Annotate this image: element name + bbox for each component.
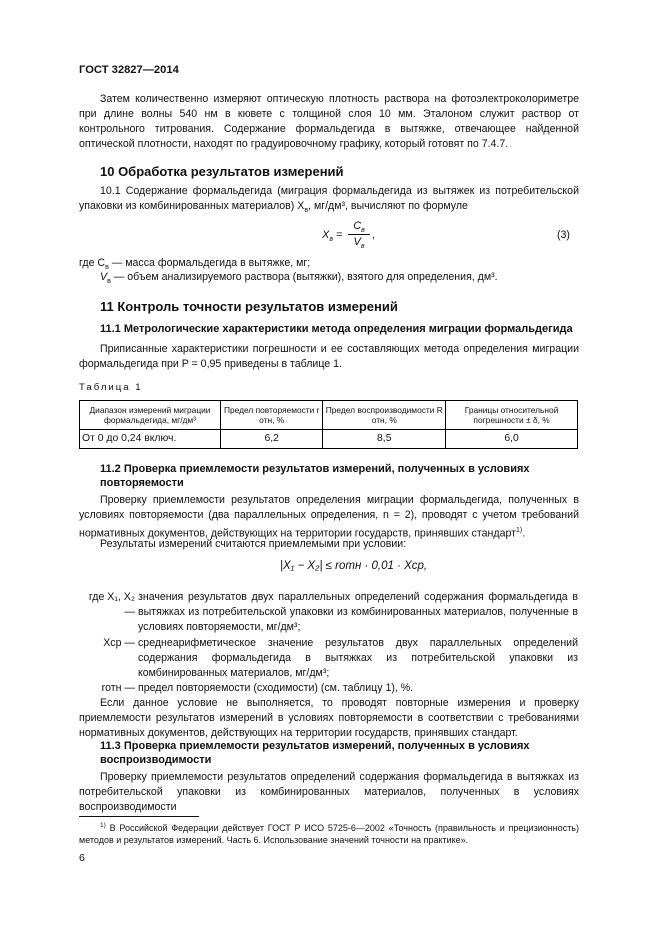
def2-label: Xср — <box>103 637 135 649</box>
footnote-text: В Российской Федерации действует ГОСТ Р ИСО 5725-6—2002 «Точность (правильность и прецизионность) методов и результатов измерений. Часть 6. Использование значений точности на практике». <box>79 823 579 845</box>
def3-label: rотн — <box>101 682 135 694</box>
s10-p1-text: 10.1 Содержание формальдегида (миграция формальдегида из вытяжек из потребительской упаковки из комбинированных материалов) X <box>79 185 579 212</box>
section-11-1-title: 11.1 Метрологические характеристики метода определения миграции формальдегида <box>100 323 573 335</box>
acceptance-condition-text: Результаты измерений считаются приемлемыми при условии: <box>100 538 407 550</box>
section-10-1-paragraph <box>79 184 579 218</box>
section-11-1-paragraph: Приписанные характеристики погрешности и ее составляющих метода определения миграции формальдегида при P = 0,95 приведены в таблице 1. <box>79 343 579 370</box>
where-c-text: — масса формальдегида в вытяжке, мг; <box>108 257 311 269</box>
table-caption: Таблица 1 <box>79 382 143 393</box>
table-header-row <box>80 401 578 430</box>
where-v-sub: в <box>107 278 111 286</box>
intro-paragraph: Затем количественно измеряют оптическую плотность раствора на фотоэлектроколориметре при длине волны 540 нм в кювете с толщиной слоя 10 мм. Эталоном служит раствор от контрольного титрования. Содержание формальдегида в вытяжке, отвечающее найденной оптической плотности, находят по градуировочному графику, который готовят по 7.4.7. <box>79 93 579 150</box>
table-header-cell: Диапазон измерений миграции формальдегида, мг/дм³ <box>80 401 221 430</box>
where-c-label: где C <box>79 257 106 269</box>
footnote-ref: 1) <box>515 527 523 534</box>
def2-text: среднеарифметическое значение результатов двух параллельных определений содержания формальдегида в вытяжках из потребительской упаковки из комбинированных материалов, мг/дм³; <box>138 637 578 679</box>
table-header-cell: Предел повторяемости r отн, % <box>221 401 323 430</box>
table-header-cell: Границы относительной погрешности ± δ, % <box>446 401 578 430</box>
section-11-2-closing: Если данное условие не выполняется, то проводят повторные измерения и проверку приемлемости результатов измерений в условиях повторяемости в соответствии с требованиями нормативных документов, действующих на территории государств, принявших стандарт. <box>79 697 579 739</box>
s10-p1-end: , мг/дм³, вычисляют по формуле <box>308 200 468 212</box>
where-v-text: — объем анализируемого раствора (вытяжки), взятого для определения, дм³. <box>110 271 498 283</box>
section-11-3-title: 11.3 Проверка приемлемости результатов измерений, полученных в условиях воспроизводимости <box>100 740 530 766</box>
table-cell: 6,0 <box>446 430 578 449</box>
section-10-title: 10 Обработка результатов измерений <box>100 164 344 179</box>
table-cell: 6,2 <box>221 430 323 449</box>
footnote-mark: 1) <box>100 822 106 829</box>
table-cell: От 0 до 0,24 включ. <box>80 430 221 449</box>
table-cell: 8,5 <box>323 430 446 449</box>
document-header: ГОСТ 32827—2014 <box>79 64 179 76</box>
footnote <box>79 820 579 846</box>
table-header-cell: Предел воспроизводимости R отн, % <box>323 401 446 430</box>
section-11-title: 11 Контроль точности результатов измерений <box>100 299 398 314</box>
formula-acceptance: |X₁ − X₂| ≤ rотн · 0,01 · Xср, <box>280 560 428 572</box>
section-11-2-title: 11.2 Проверка приемлемости результатов измерений, полученных в условиях повторяемости <box>100 463 530 489</box>
section-11-2-paragraph: Проверку приемлемости результатов определения миграции формальдегида, полученных в условиях повторяемости (два параллельных определения, n = 2), проводят с учетом требований нормативных документов, действующих на территории государств, принявших стандарт$^{1)}$. <box>79 494 579 540</box>
footnote-divider <box>79 816 199 817</box>
where-v <box>100 270 498 289</box>
section-11-3-paragraph: Проверку приемлемости результатов определений содержания формальдегида в вытяжках из потребительской упаковки из комбинированных материалов, полученных в условиях воспроизводимости <box>79 771 579 813</box>
def3-text: предел повторяемости (сходимости) (см. таблицу 1), %. <box>138 682 414 694</box>
metrology-table <box>79 400 578 449</box>
def1-text: значения результатов двух параллельных определений содержания формальдегида в вытяжках из потребительской упаковки из комбинированных материалов, полученные в условиях повторяемости, мг/дм³; <box>138 591 578 633</box>
page-number: 6 <box>79 852 85 864</box>
s10-p1-sub: в <box>304 207 309 215</box>
where-c-sub: в <box>105 264 109 272</box>
where-v-label: V <box>100 271 108 283</box>
def1-label: где X₁, X₂ — <box>88 591 135 618</box>
formula-number-3: (3) <box>557 229 570 241</box>
s11-p2-text: Проверку приемлемости результатов определения миграции формальдегида, полученных в условиях повторяемости (два параллельных определения, n = 2), проводят с учетом требований нормативных документов, действующих на территории государств, принявших стандарт <box>79 494 579 540</box>
table-row <box>80 430 578 449</box>
